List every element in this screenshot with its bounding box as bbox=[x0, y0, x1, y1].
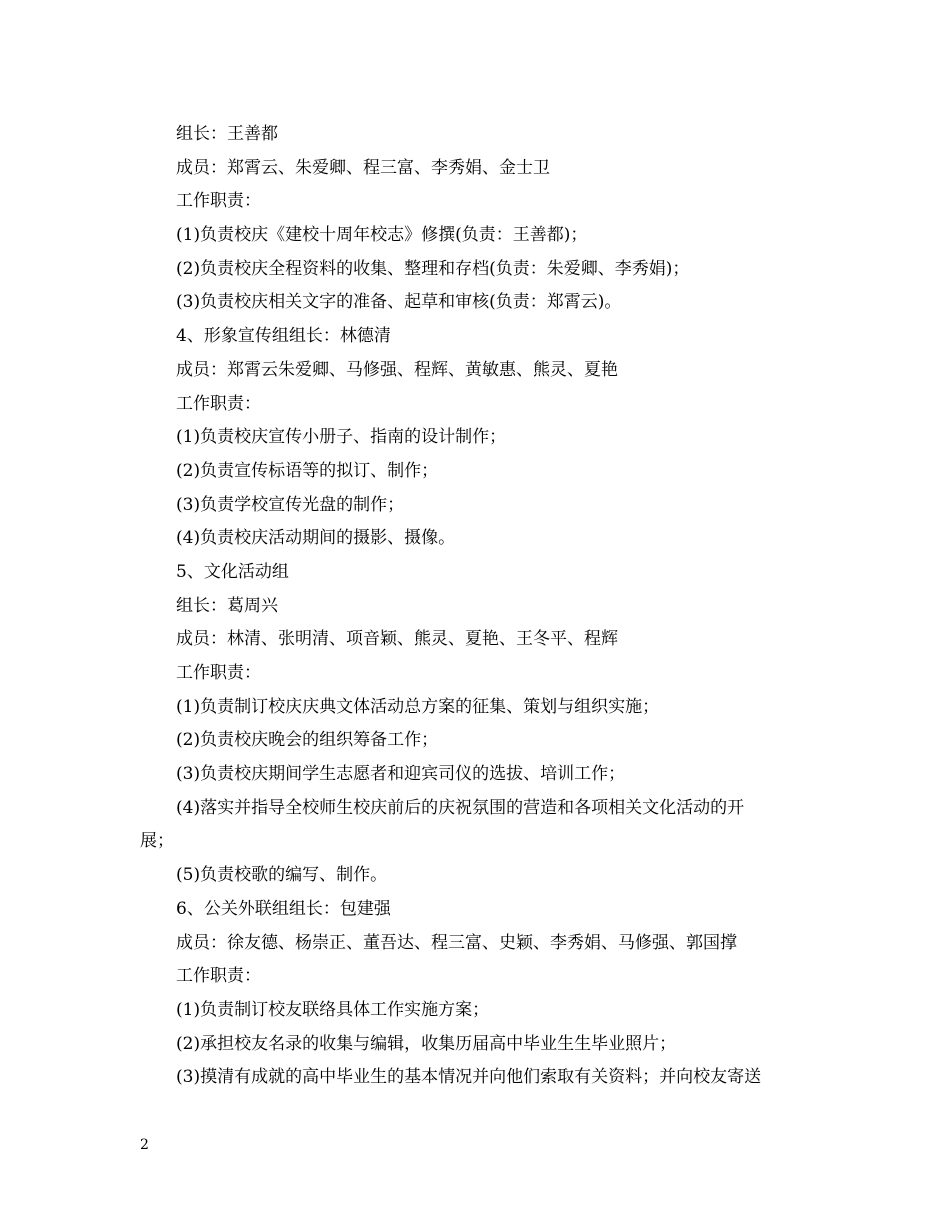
text-line: (3)摸清有成就的高中毕业生的基本情况并向他们索取有关资料；并向校友寄送 bbox=[176, 1067, 762, 1088]
text-line: 成员：徐友德、杨崇正、董吾达、程三富、史颖、李秀娟、马修强、郭国撑 bbox=[176, 932, 737, 953]
text-line: 成员：郑霄云朱爱卿、马修强、程辉、黄敏惠、熊灵、夏艳 bbox=[176, 359, 618, 380]
page-number: 2 bbox=[140, 1137, 149, 1153]
text-line: 4、形象宣传组组长：林德清 bbox=[176, 326, 391, 347]
text-line: (4)负责校庆活动期间的摄影、摄像。 bbox=[176, 528, 456, 549]
text-line: 6、公关外联组组长：包建强 bbox=[176, 898, 391, 919]
text-line: 组长：王善都 bbox=[176, 124, 278, 144]
text-line: (1)负责校庆《建校十周年校志》修撰(负责：王善都)； bbox=[176, 225, 588, 246]
text-line: 工作职责： bbox=[176, 191, 261, 212]
text-line: (2)负责校庆全程资料的收集、整理和存档(负责：朱爱卿、李秀娟)； bbox=[176, 258, 690, 279]
text-line: (5)负责校歌的编写、制作。 bbox=[176, 865, 388, 886]
text-line: (4)落实并指导全校师生校庆前后的庆祝氛围的营造和各项相关文化活动的开 bbox=[176, 797, 745, 818]
text-line: (3)负责校庆期间学生志愿者和迎宾司仪的选拔、培训工作； bbox=[176, 764, 626, 785]
text-line: (1)负责校庆宣传小册子、指南的设计制作； bbox=[176, 427, 507, 448]
text-line: 工作职责： bbox=[176, 966, 261, 987]
text-line: (2)负责校庆晚会的组织筹备工作； bbox=[176, 730, 439, 751]
text-line: 成员：林清、张明清、项音颖、熊灵、夏艳、王冬平、程辉 bbox=[176, 629, 618, 650]
text-line: (1)负责制订校庆庆典文体活动总方案的征集、策划与组织实施； bbox=[176, 696, 660, 717]
text-line: (2)负责宣传标语等的拟订、制作； bbox=[176, 460, 439, 481]
text-line: 成员：郑霄云、朱爱卿、程三富、李秀娟、金士卫 bbox=[176, 157, 550, 178]
text-line: (1)负责制订校友联络具体工作实施方案； bbox=[176, 999, 490, 1020]
text-line: 组长：葛周兴 bbox=[176, 595, 278, 616]
body-text bbox=[140, 118, 820, 1095]
text-line: 展； bbox=[140, 831, 174, 852]
text-line: 工作职责： bbox=[176, 663, 261, 683]
text-line: 5、文化活动组 bbox=[176, 561, 289, 582]
text-line: (3)负责学校宣传光盘的制作； bbox=[176, 494, 405, 515]
text-line: 工作职责： bbox=[176, 393, 261, 414]
text-line: (3)负责校庆相关文字的准备、起草和审核(负责：郑霄云)。 bbox=[176, 292, 622, 313]
text-line: (2)承担校友名录的收集与编辑，收集历届高中毕业生生毕业照片； bbox=[176, 1033, 677, 1054]
